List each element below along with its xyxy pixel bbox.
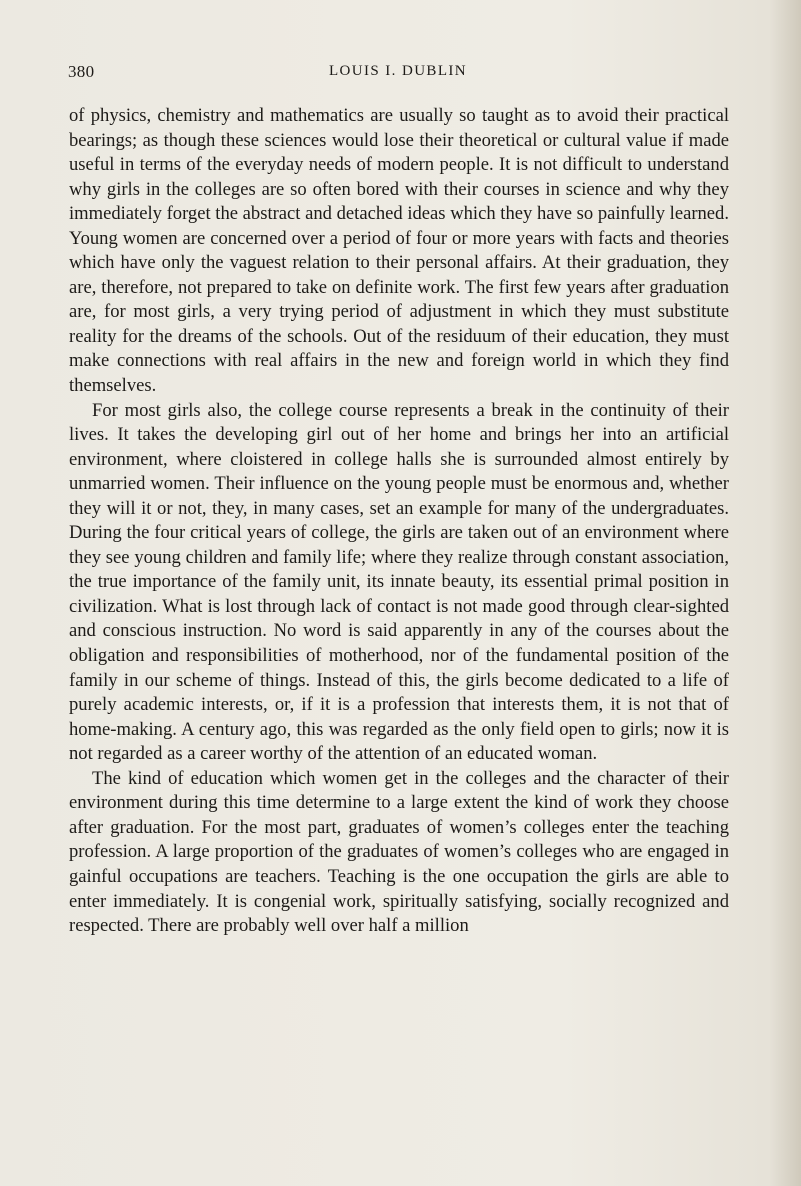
page-header [68,62,728,84]
body-text [69,104,729,939]
page-number: 380 [68,62,95,81]
paragraph-1: of physics, chemistry and mathematics are usually so taught as to avoid their practical bearings; as though these sciences would lose their theoretical or cultural value if made useful in terms of the everyday needs of modern people. It is not difficult to understand why girls in the colleges are so often bored with their courses in science and why they immediately forget the abstract and detached ideas which they have so painfully learned. Young women are concerned over a period of four or more years with facts and theories which have only the vaguest relation to their personal affairs. At their graduation, they are, therefore, not prepared to take on definite work. The first few years after graduation are, for most girls, a very trying period of adjustment in which they must substitute reality for the dreams of the schools. Out of the residuum of their education, they must make connections with real affairs in the new and foreign world in which they find themselves. [69,105,730,397]
running-head: LOUIS I. DUBLIN [328,63,468,79]
paragraph-2: For most girls also, the college course represents a break in the continuity of their lives. It takes the developing girl out of her home and brings her into an artificial environment, where cloistered in college halls she is surrounded almost entirely by unmarried women. Their influence on the young people must be enormous and, whether they will it or not, they, in many cases, set an example for many of the undergraduates. During the four critical years of college, the girls are taken out of an environment where they see young children and family life; where they realize through constant association, the true importance of the family unit, its innate beauty, its essential primal position in civilization. What is lost through lack of contact is not made good through clear-sighted and conscious instruction. No word is said apparently in any of the courses about the obligation and responsibilities of motherhood, nor of the fundamental position of the family in our scheme of things. Instead of this, the girls become dedicated to a life of purely academic interests, or, if it is a profession that interests them, it is not that of home-making. A century ago, this was regarded as the only field open to girls; now it is not regarded as a career worthy of the attention of an educated woman. [69,399,729,765]
paragraph-3: The kind of education which women get in the colleges and the character of their environment during this time determine to a large extent the kind of work they choose after graduation. For the most part, graduates of women’s colleges enter the teaching profession. A large proportion of the graduates of women’s colleges who are engaged in gainful occupations are teachers. Teaching is the one occupation the girls are able to enter immediately. It is congenial work, spiritually satisfying, socially recognized and respected. There are probably well over half a million [69,767,729,937]
